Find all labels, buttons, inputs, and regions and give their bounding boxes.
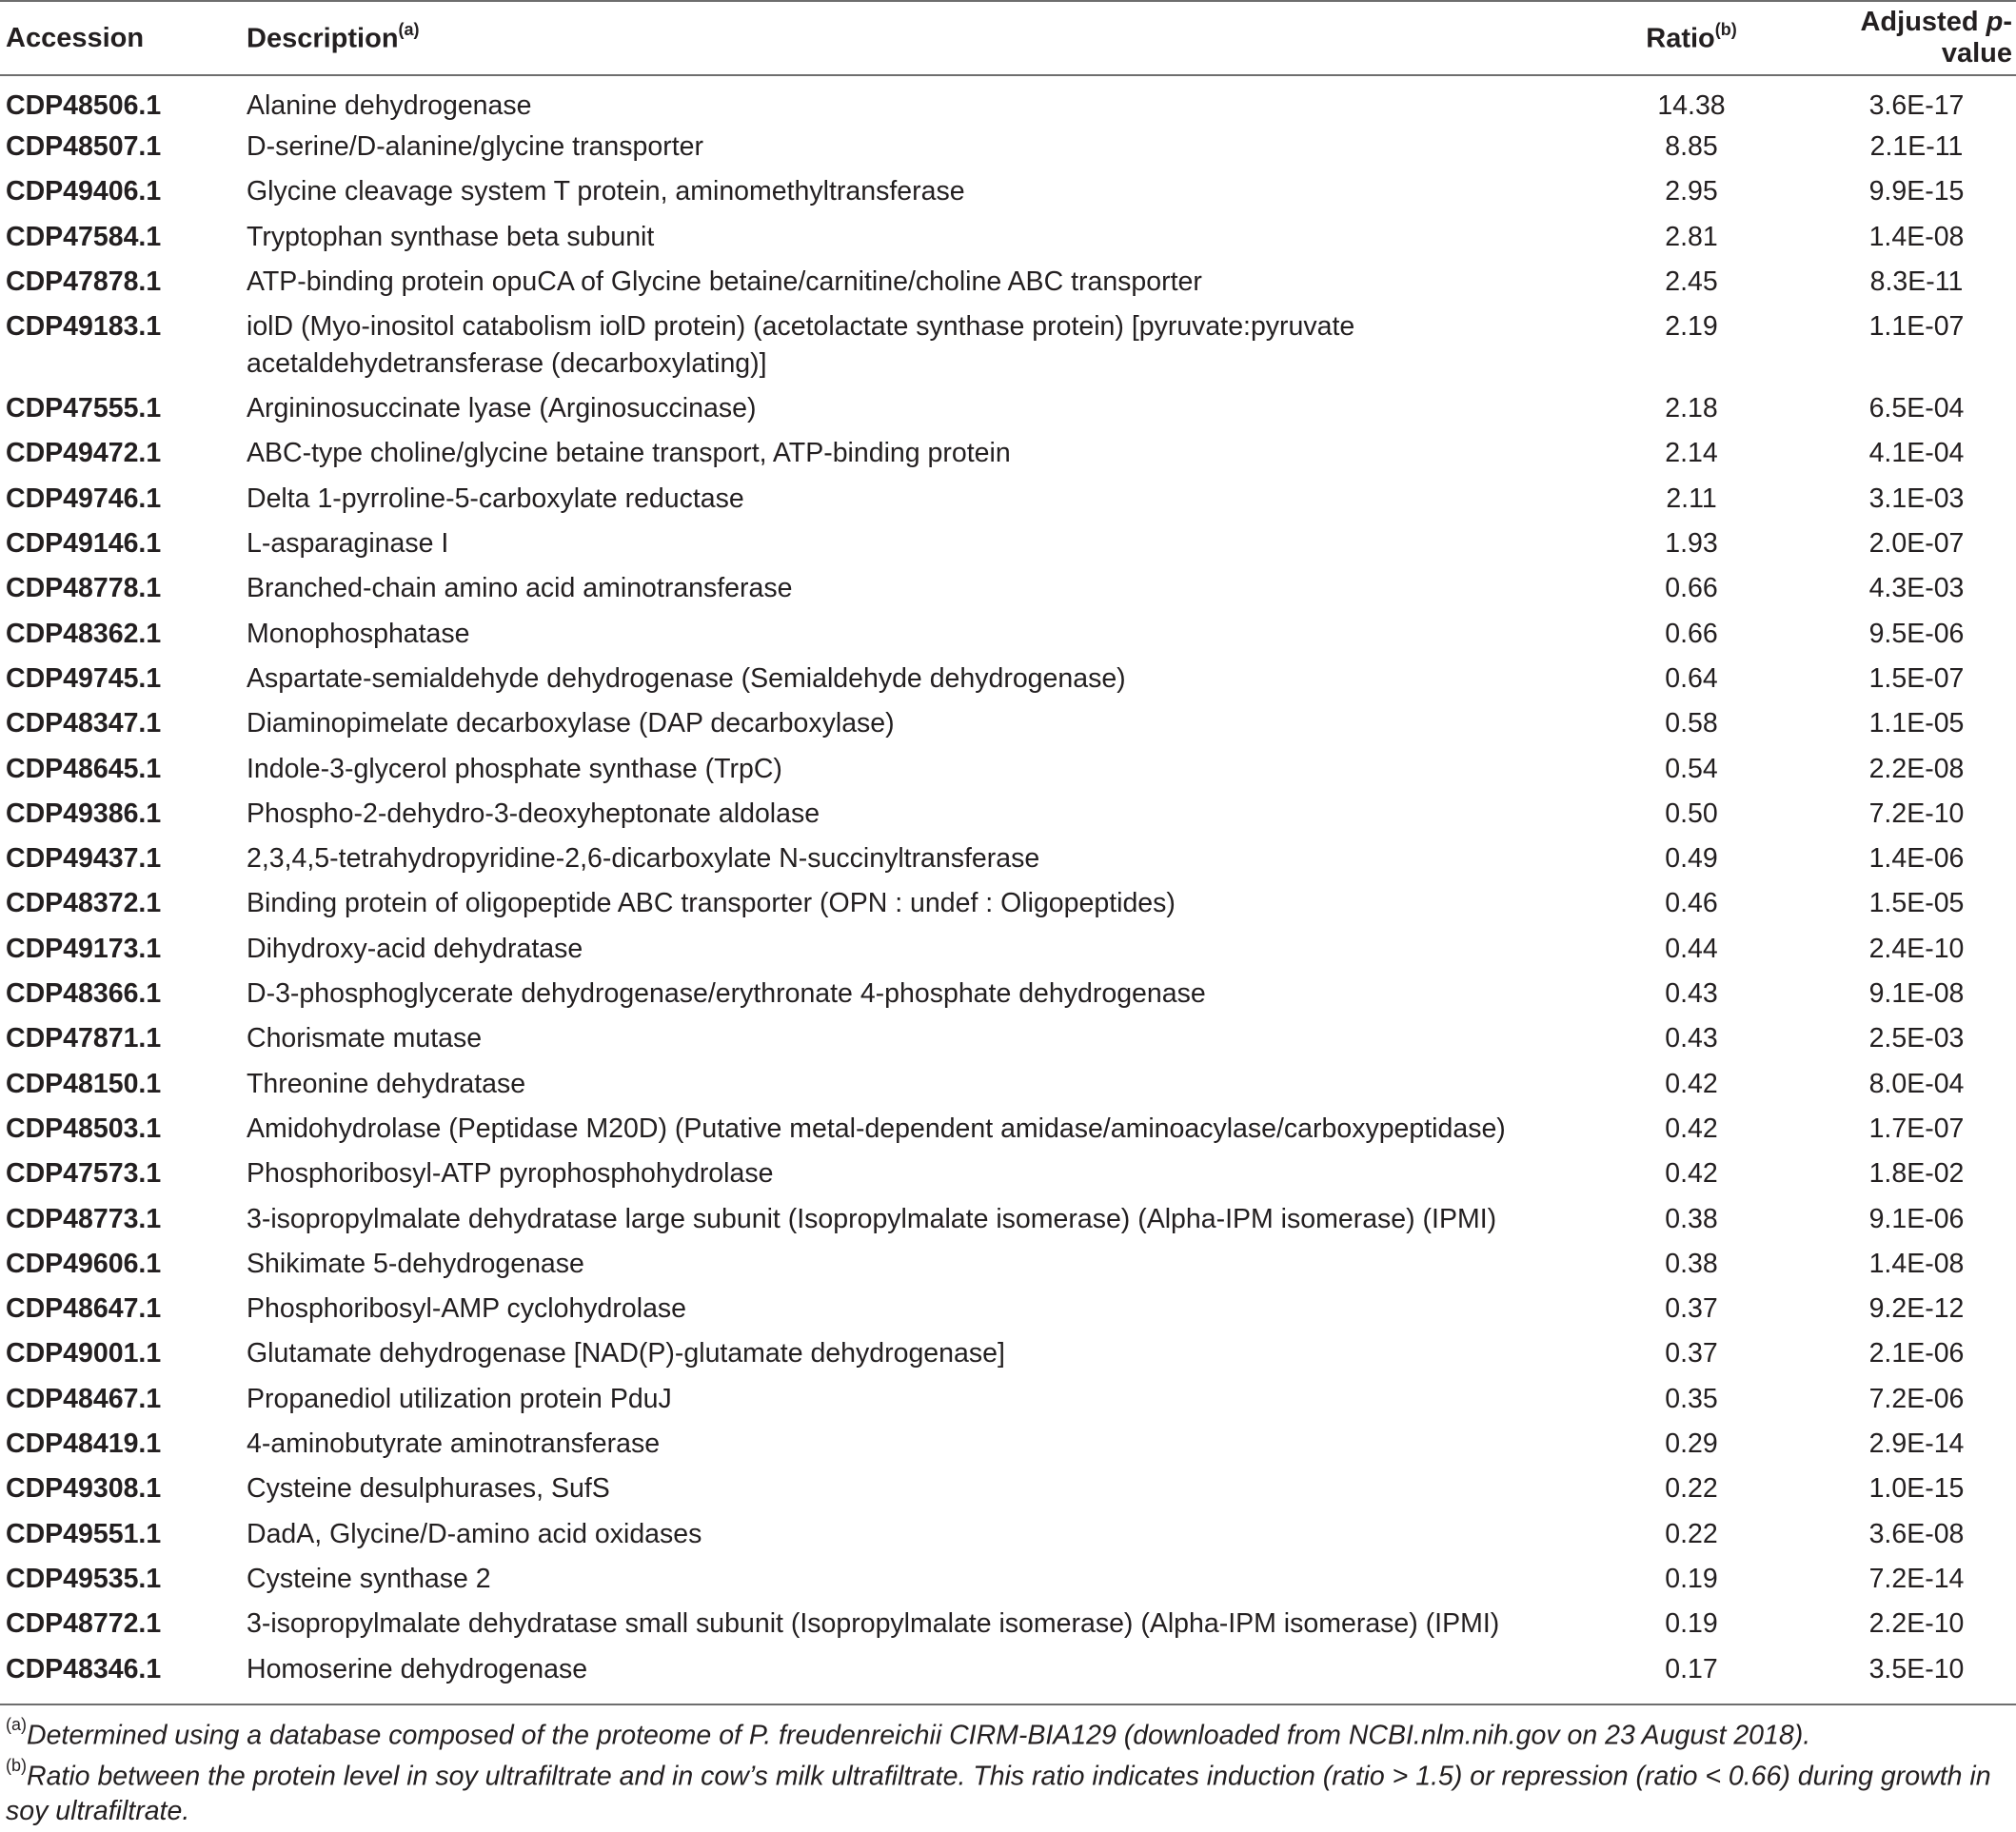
cell-description: Dihydroxy-acid dehydratase [247, 933, 583, 964]
header-accession-label: Accession [6, 22, 145, 53]
cell-ratio: 0.54 [1665, 753, 1718, 784]
cell-description: 2,3,4,5-tetrahydropyridine-2,6-dicarboxylate N-succinyltransferase [247, 843, 1040, 875]
cell-description: DadA, Glycine/D-amino acid oxidases [247, 1518, 702, 1549]
cell-accession: CDP47573.1 [6, 1158, 162, 1190]
cell-description: Argininosuccinate lyase (Arginosuccinase) [247, 393, 757, 424]
table-row [0, 1062, 2016, 1107]
cell-accession: CDP48506.1 [6, 90, 162, 121]
table-row [0, 75, 2016, 125]
cell-accession: CDP48507.1 [6, 131, 162, 162]
cell-ratio: 0.22 [1665, 1473, 1718, 1505]
cell-description: Phosphoribosyl-ATP pyrophosphohydrolase [247, 1158, 774, 1190]
cell-ratio: 0.37 [1665, 1293, 1718, 1325]
cell-pvalue: 9.9E-15 [1868, 176, 1965, 207]
cell-pvalue: 2.1E-11 [1869, 131, 1964, 162]
cell-accession: CDP49001.1 [6, 1338, 162, 1369]
cell-accession: CDP48772.1 [6, 1608, 162, 1640]
cell-pvalue: 8.3E-11 [1869, 266, 1964, 297]
header-ratio-label: Ratio [1646, 23, 1715, 54]
cell-ratio: 2.45 [1665, 266, 1718, 297]
header-ratio [1577, 1, 1806, 75]
cell-description: 3-isopropylmalate dehydratase large subunit (Isopropylmalate isomerase) (Alpha-IPM isomerase) (IPMI) [247, 1203, 1497, 1234]
cell-description: L-asparaginase I [247, 528, 449, 560]
cell-ratio: 0.38 [1665, 1203, 1718, 1234]
cell-description: ATP-binding protein opuCA of Glycine betaine/carnitine/choline ABC transporter [247, 266, 1202, 297]
cell-ratio: 0.22 [1665, 1518, 1718, 1549]
cell-ratio: 0.17 [1665, 1653, 1718, 1684]
cell-accession: CDP48645.1 [6, 753, 162, 784]
cell-accession: CDP49437.1 [6, 843, 162, 875]
cell-pvalue: 4.1E-04 [1868, 438, 1965, 469]
cell-pvalue: 1.5E-07 [1868, 662, 1965, 694]
cell-accession: CDP48347.1 [6, 708, 162, 739]
cell-ratio: 0.19 [1665, 1608, 1718, 1640]
cell-pvalue: 2.0E-07 [1868, 528, 1965, 560]
footnote-b-text: Ratio between the protein level in soy ultrafiltrate and in cow’s milk ultrafiltrate. This ratio indicates induction (ratio > 1.5) or repression (ratio < 0.66) during growth in soy ultrafiltrate. [6, 1761, 1991, 1826]
cell-accession: CDP49386.1 [6, 798, 162, 829]
cell-ratio: 0.29 [1665, 1428, 1718, 1460]
cell-description: Chorismate mutase [247, 1023, 483, 1054]
table-row [0, 215, 2016, 260]
header-ratio-footnote-mark: (b) [1714, 19, 1737, 39]
cell-pvalue: 2.1E-06 [1868, 1338, 1965, 1369]
cell-pvalue: 1.1E-05 [1868, 708, 1965, 739]
cell-description: ABC-type choline/glycine betaine transport, ATP-binding protein [247, 438, 1011, 469]
cell-pvalue: 1.5E-05 [1868, 888, 1965, 919]
cell-description: D-3-phosphoglycerate dehydrogenase/erythronate 4-phosphate dehydrogenase [247, 978, 1206, 1010]
cell-accession: CDP48647.1 [6, 1293, 162, 1325]
cell-pvalue: 1.7E-07 [1868, 1113, 1965, 1144]
header-description [247, 1, 1577, 75]
footnote-b [6, 1752, 2012, 1828]
table-row [0, 260, 2016, 305]
cell-description: Indole-3-glycerol phosphate synthase (TrpC) [247, 753, 782, 784]
cell-pvalue: 7.2E-14 [1868, 1563, 1965, 1594]
cell-pvalue: 1.4E-08 [1868, 1248, 1965, 1279]
cell-pvalue: 9.5E-06 [1868, 618, 1965, 649]
cell-ratio: 0.46 [1665, 888, 1718, 919]
cell-description: Tryptophan synthase beta subunit [247, 221, 655, 252]
table-row [0, 1602, 2016, 1646]
table-row [0, 125, 2016, 169]
cell-accession: CDP49535.1 [6, 1563, 162, 1594]
cell-pvalue: 3.6E-17 [1868, 90, 1965, 121]
cell-pvalue: 8.0E-04 [1868, 1068, 1965, 1099]
cell-ratio: 0.64 [1665, 662, 1718, 694]
cell-ratio: 2.18 [1665, 393, 1718, 424]
cell-ratio: 2.81 [1665, 221, 1718, 252]
cell-ratio: 0.38 [1665, 1248, 1718, 1279]
cell-accession: CDP49308.1 [6, 1473, 162, 1505]
cell-ratio: 2.95 [1665, 176, 1718, 207]
cell-description: Phosphoribosyl-AMP cyclohydrolase [247, 1293, 687, 1325]
cell-accession: CDP48419.1 [6, 1428, 162, 1460]
cell-accession: CDP48362.1 [6, 618, 162, 649]
cell-ratio: 0.37 [1665, 1338, 1718, 1369]
cell-pvalue: 2.2E-08 [1868, 753, 1965, 784]
header-description-footnote-mark: (a) [398, 19, 420, 39]
cell-ratio: 2.14 [1665, 438, 1718, 469]
table-row [0, 881, 2016, 926]
cell-pvalue: 9.1E-06 [1868, 1203, 1965, 1234]
table-row [0, 701, 2016, 746]
cell-ratio: 0.42 [1665, 1068, 1718, 1099]
cell-ratio: 0.43 [1665, 978, 1718, 1010]
header-pvalue [1806, 1, 2016, 75]
cell-accession: CDP49746.1 [6, 483, 162, 514]
header-pvalue-prefix: Adjusted [1860, 7, 1986, 37]
table-row [0, 747, 2016, 792]
cell-pvalue: 7.2E-06 [1868, 1383, 1965, 1414]
cell-pvalue: 9.2E-12 [1868, 1293, 1965, 1325]
cell-description: iolD (Myo-inositol catabolism iolD protein) (acetolactate synthase protein) [pyruvate:pyruvate acetaldehydetransferase (decarboxylating)] [247, 311, 1355, 380]
table-row [0, 837, 2016, 881]
cell-pvalue: 6.5E-04 [1868, 393, 1965, 424]
cell-ratio: 0.42 [1665, 1158, 1718, 1190]
cell-accession: CDP47871.1 [6, 1023, 162, 1054]
cell-accession: CDP48778.1 [6, 573, 162, 604]
table-row [0, 477, 2016, 522]
cell-accession: CDP49146.1 [6, 528, 162, 560]
footnote-a-mark: (a) [6, 1714, 27, 1734]
table-row [0, 1512, 2016, 1557]
cell-description: D-serine/D-alanine/glycine transporter [247, 131, 703, 162]
cell-ratio: 8.85 [1665, 131, 1718, 162]
cell-description: Branched-chain amino acid aminotransferase [247, 573, 793, 604]
cell-description: Homoserine dehydrogenase [247, 1653, 588, 1684]
table-row [0, 1377, 2016, 1422]
cell-description: Binding protein of oligopeptide ABC transporter (OPN : undef : Oligopeptides) [247, 888, 1176, 919]
cell-pvalue: 1.8E-02 [1868, 1158, 1965, 1190]
header-pvalue-italic: p [1986, 7, 2004, 37]
table-row [0, 566, 2016, 611]
cell-description: 3-isopropylmalate dehydratase small subunit (Isopropylmalate isomerase) (Alpha-IPM isomerase) (IPMI) [247, 1608, 1500, 1640]
cell-accession: CDP48467.1 [6, 1383, 162, 1414]
cell-description: Monophosphatase [247, 618, 470, 649]
cell-pvalue: 3.6E-08 [1868, 1518, 1965, 1549]
cell-accession: CDP48372.1 [6, 888, 162, 919]
table-row [0, 1287, 2016, 1331]
cell-pvalue: 2.2E-10 [1868, 1608, 1965, 1640]
cell-ratio: 0.58 [1665, 708, 1718, 739]
table-row [0, 522, 2016, 566]
table-row [0, 1197, 2016, 1242]
table-row [0, 1107, 2016, 1152]
cell-ratio: 2.19 [1665, 311, 1718, 343]
cell-pvalue: 7.2E-10 [1868, 798, 1965, 829]
cell-pvalue: 2.9E-14 [1868, 1428, 1965, 1460]
cell-accession: CDP49606.1 [6, 1248, 162, 1279]
cell-pvalue: 9.1E-08 [1868, 978, 1965, 1010]
cell-ratio: 2.11 [1666, 483, 1717, 514]
cell-description: Shikimate 5-dehydrogenase [247, 1248, 584, 1279]
cell-pvalue: 3.5E-10 [1868, 1653, 1965, 1684]
cell-accession: CDP49472.1 [6, 438, 162, 469]
cell-description: Diaminopimelate decarboxylase (DAP decarboxylase) [247, 708, 895, 739]
table-row [0, 431, 2016, 476]
cell-ratio: 0.43 [1665, 1023, 1718, 1054]
footnote-a [6, 1711, 2012, 1753]
cell-accession: CDP49551.1 [6, 1518, 162, 1549]
table-row [0, 1467, 2016, 1511]
cell-pvalue: 1.4E-06 [1868, 843, 1965, 875]
cell-description: Alanine dehydrogenase [247, 90, 532, 121]
cell-description: Cysteine desulphurases, SufS [247, 1473, 610, 1505]
table-row [0, 305, 2016, 386]
cell-pvalue: 2.4E-10 [1868, 933, 1965, 964]
table-row [0, 1557, 2016, 1602]
table-row [0, 1152, 2016, 1196]
table-row [0, 386, 2016, 431]
cell-pvalue: 3.1E-03 [1868, 483, 1965, 514]
cell-accession: CDP49183.1 [6, 311, 162, 343]
cell-ratio: 0.35 [1665, 1383, 1718, 1414]
cell-pvalue: 4.3E-03 [1868, 573, 1965, 604]
cell-accession: CDP48150.1 [6, 1068, 162, 1099]
cell-description: Cysteine synthase 2 [247, 1563, 491, 1594]
cell-description: Threonine dehydratase [247, 1068, 526, 1099]
cell-accession: CDP47584.1 [6, 221, 162, 252]
cell-accession: CDP48366.1 [6, 978, 162, 1010]
cell-ratio: 0.50 [1665, 798, 1718, 829]
table-row [0, 927, 2016, 972]
cell-accession: CDP47555.1 [6, 393, 162, 424]
cell-pvalue: 1.1E-07 [1868, 311, 1965, 343]
header-row [0, 1, 2016, 75]
cell-ratio: 0.19 [1665, 1563, 1718, 1594]
cell-accession: CDP49406.1 [6, 176, 162, 207]
cell-ratio: 0.42 [1665, 1113, 1718, 1144]
cell-accession: CDP49173.1 [6, 933, 162, 964]
cell-ratio: 14.38 [1657, 90, 1726, 121]
cell-pvalue: 2.5E-03 [1868, 1023, 1965, 1054]
cell-description: Propanediol utilization protein PduJ [247, 1383, 672, 1414]
table-row [0, 1242, 2016, 1287]
footnote-a-text: Determined using a database composed of the proteome of P. freudenreichii CIRM-BIA129 (downloaded from NCBI.nlm.nih.gov on 23 August 2018). [27, 1720, 1811, 1750]
table-body [0, 75, 2016, 1700]
table-row [0, 1647, 2016, 1700]
cell-pvalue: 1.4E-08 [1868, 221, 1965, 252]
cell-ratio: 0.49 [1665, 843, 1718, 875]
cell-description: Delta 1-pyrroline-5-carboxylate reductase [247, 483, 744, 514]
cell-description: Aspartate-semialdehyde dehydrogenase (Semialdehyde dehydrogenase) [247, 662, 1126, 694]
cell-accession: CDP48773.1 [6, 1203, 162, 1234]
cell-ratio: 1.93 [1665, 528, 1718, 560]
table-row [0, 1331, 2016, 1376]
table-row [0, 657, 2016, 701]
cell-description: Phospho-2-dehydro-3-deoxyheptonate aldolase [247, 798, 820, 829]
table-row [0, 792, 2016, 837]
cell-accession: CDP49745.1 [6, 662, 162, 694]
header-description-label: Description [247, 23, 399, 54]
cell-description: 4-aminobutyrate aminotransferase [247, 1428, 661, 1460]
cell-description: Amidohydrolase (Peptidase M20D) (Putative metal-dependent amidase/aminoacylase/carboxypeptidase) [247, 1113, 1506, 1144]
cell-accession: CDP48346.1 [6, 1653, 162, 1684]
header-pvalue-suffix: -value [1941, 7, 2012, 69]
cell-pvalue: 1.0E-15 [1868, 1473, 1965, 1505]
table-row [0, 972, 2016, 1016]
cell-accession: CDP48503.1 [6, 1113, 162, 1144]
table-row [0, 1016, 2016, 1061]
table-row [0, 612, 2016, 657]
cell-description: Glutamate dehydrogenase [NAD(P)-glutamate dehydrogenase] [247, 1338, 1005, 1369]
cell-description: Glycine cleavage system T protein, aminomethyltransferase [247, 176, 965, 207]
header-accession [0, 1, 247, 75]
footnotes [0, 1711, 2016, 1828]
cell-ratio: 0.66 [1665, 618, 1718, 649]
cell-ratio: 0.44 [1665, 933, 1718, 964]
table-row [0, 1422, 2016, 1467]
table-bottom-rule [0, 1704, 2016, 1705]
cell-accession: CDP47878.1 [6, 266, 162, 297]
table-row [0, 169, 2016, 214]
footnote-b-mark: (b) [6, 1756, 27, 1775]
table-header [0, 1, 2016, 75]
cell-ratio: 0.66 [1665, 573, 1718, 604]
